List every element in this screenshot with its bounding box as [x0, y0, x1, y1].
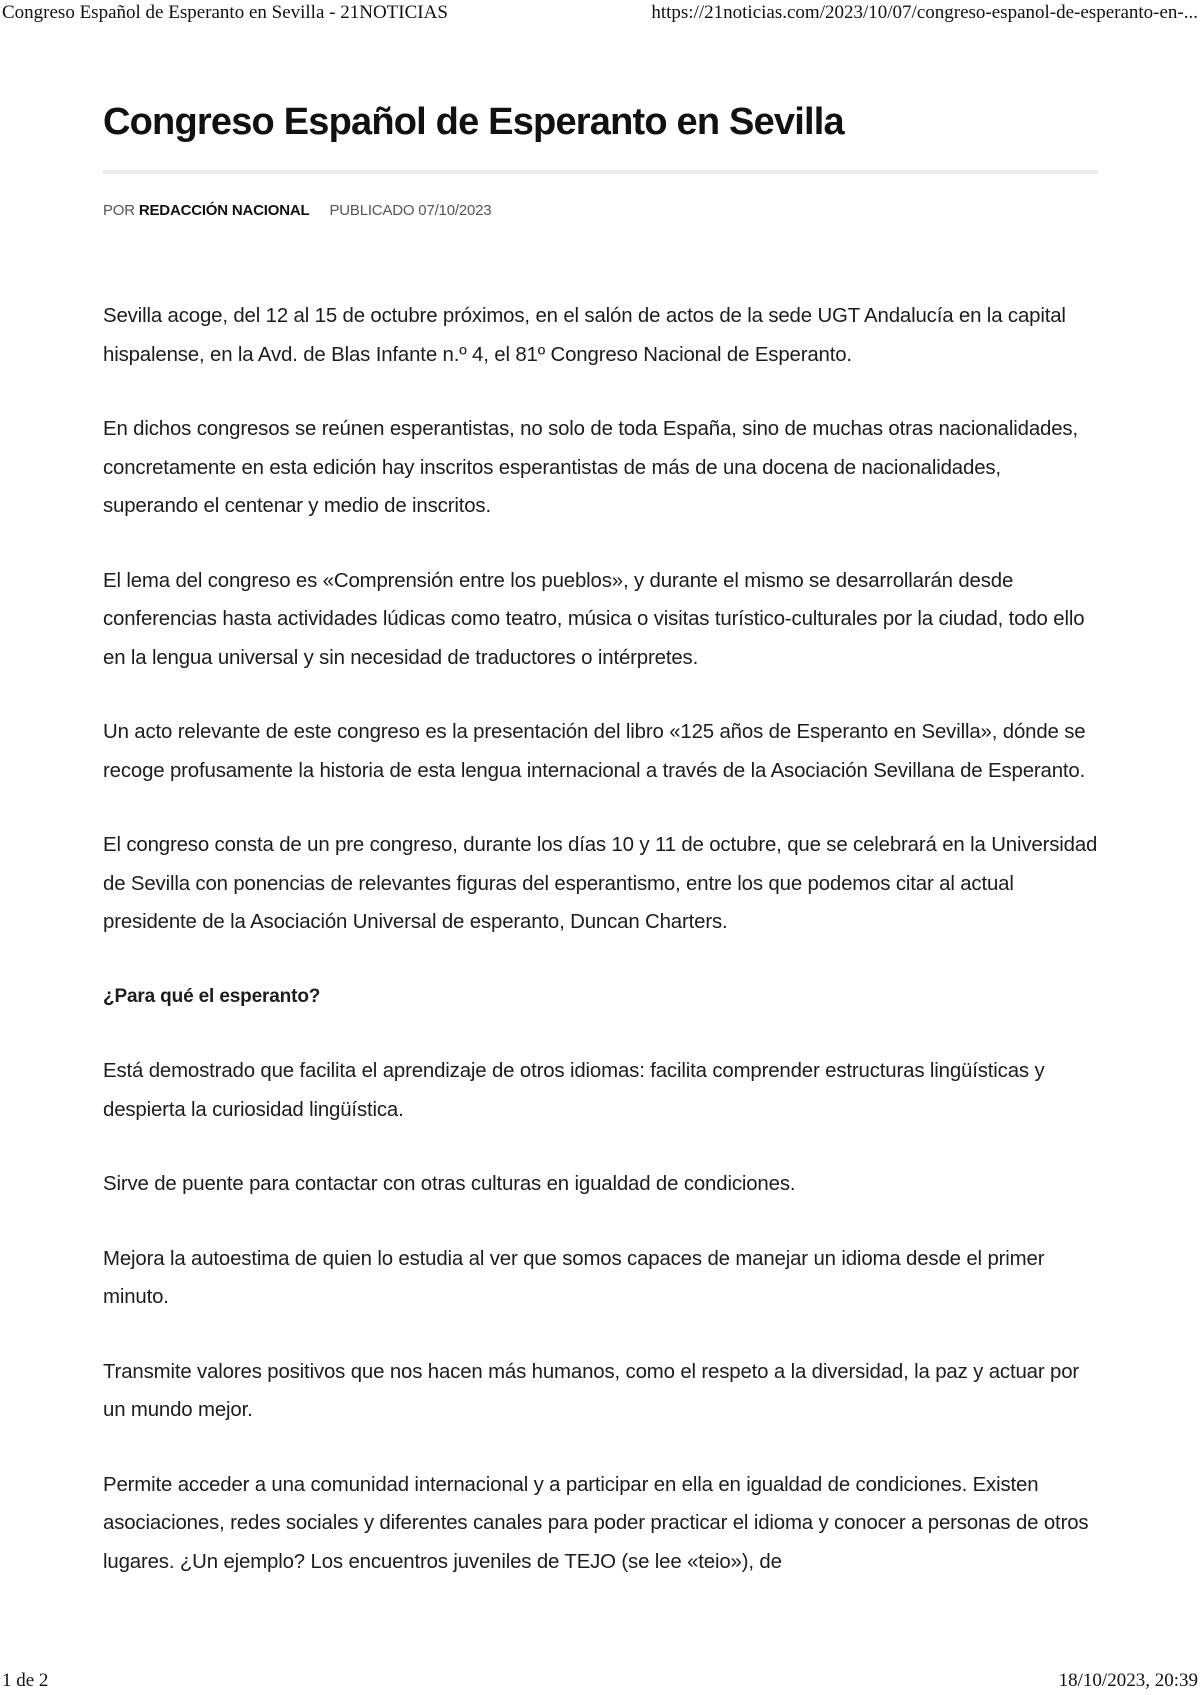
paragraph: Permite acceder a una comunidad internacional y a participar en ella en igualdad de condiciones. Existen asociaciones, redes sociales y diferentes canales para poder practicar el idioma y conocer a personas de otros lugares. ¿Un ejemplo? Los encuentros juveniles de TEJO (se lee «teio»), de	[103, 1473, 1089, 1573]
paragraph: El congreso consta de un pre congreso, durante los días 10 y 11 de octubre, que se celebrará en la Universidad de Sevilla con ponencias de relevantes figuras del esperantismo, entre los que podemos citar al actual presidente de la Asociación Universal de esperanto, Duncan Charters.	[103, 834, 1098, 933]
byline-prefix: POR	[103, 202, 135, 219]
published-date: PUBLICADO 07/10/2023	[329, 202, 492, 219]
byline-author[interactable]: REDACCIÓN NACIONAL	[138, 202, 310, 219]
article-title: Congreso Español de Esperanto en Sevilla	[103, 101, 844, 143]
article-body	[103, 297, 1098, 1581]
paragraph: Transmite valores positivos que nos hacen más humanos, como el respeto a la diversidad, la paz y actuar por un mundo mejor.	[103, 1360, 1080, 1421]
print-header	[0, 0, 1200, 26]
paragraph: En dichos congresos se reúnen esperantistas, no solo de toda España, sino de muchas otras nacionalidades, concretamente en esta edición hay inscritos esperantistas de más de una docena de nacionalidades, superando el centenar y medio de inscritos.	[103, 418, 1078, 517]
paragraph: Está demostrado que facilita el aprendizaje de otros idiomas: facilita comprender estructuras lingüísticas y despierta la curiosidad lingüística.	[103, 1060, 1045, 1121]
article	[103, 88, 1098, 1617]
paragraph: Mejora la autoestima de quien lo estudia al ver que somos capaces de manejar un idioma desde el primer minuto.	[103, 1247, 1045, 1308]
paragraph: Sirve de puente para contactar con otras culturas en igualdad de condiciones.	[103, 1173, 796, 1195]
title-divider	[103, 170, 1098, 174]
paragraph: Sevilla acoge, del 12 al 15 de octubre próximos, en el salón de actos de la sede UGT Andalucía en la capital hispalense, en la Avd. de Blas Infante n.º 4, el 81º Congreso Nacional de Esperanto.	[103, 305, 1066, 366]
print-footer	[0, 1668, 1200, 1694]
page-number: 1 de 2	[2, 1670, 49, 1691]
article-meta	[103, 202, 1098, 219]
paragraph: Un acto relevante de este congreso es la presentación del libro «125 años de Esperanto en Sevilla», dónde se recoge profusamente la historia de esta lengua internacional a través de la Asociación Sevillana de Esperanto.	[103, 721, 1086, 782]
paragraph: El lema del congreso es «Comprensión entre los pueblos», y durante el mismo se desarrollarán desde conferencias hasta actividades lúdicas como teatro, música o visitas turístico-culturales por la ciudad, todo ello en la lengua universal y sin necesidad de traductores o intérpretes.	[103, 569, 1085, 669]
print-datetime: 18/10/2023, 20:39	[1058, 1670, 1198, 1691]
print-header-url[interactable]: https://21noticias.com/2023/10/07/congreso-espanol-de-esperanto-en-...	[651, 2, 1198, 23]
section-subheading: ¿Para qué el esperanto?	[103, 985, 321, 1007]
print-header-title: Congreso Español de Esperanto en Sevilla - 21NOTICIAS	[2, 2, 448, 23]
